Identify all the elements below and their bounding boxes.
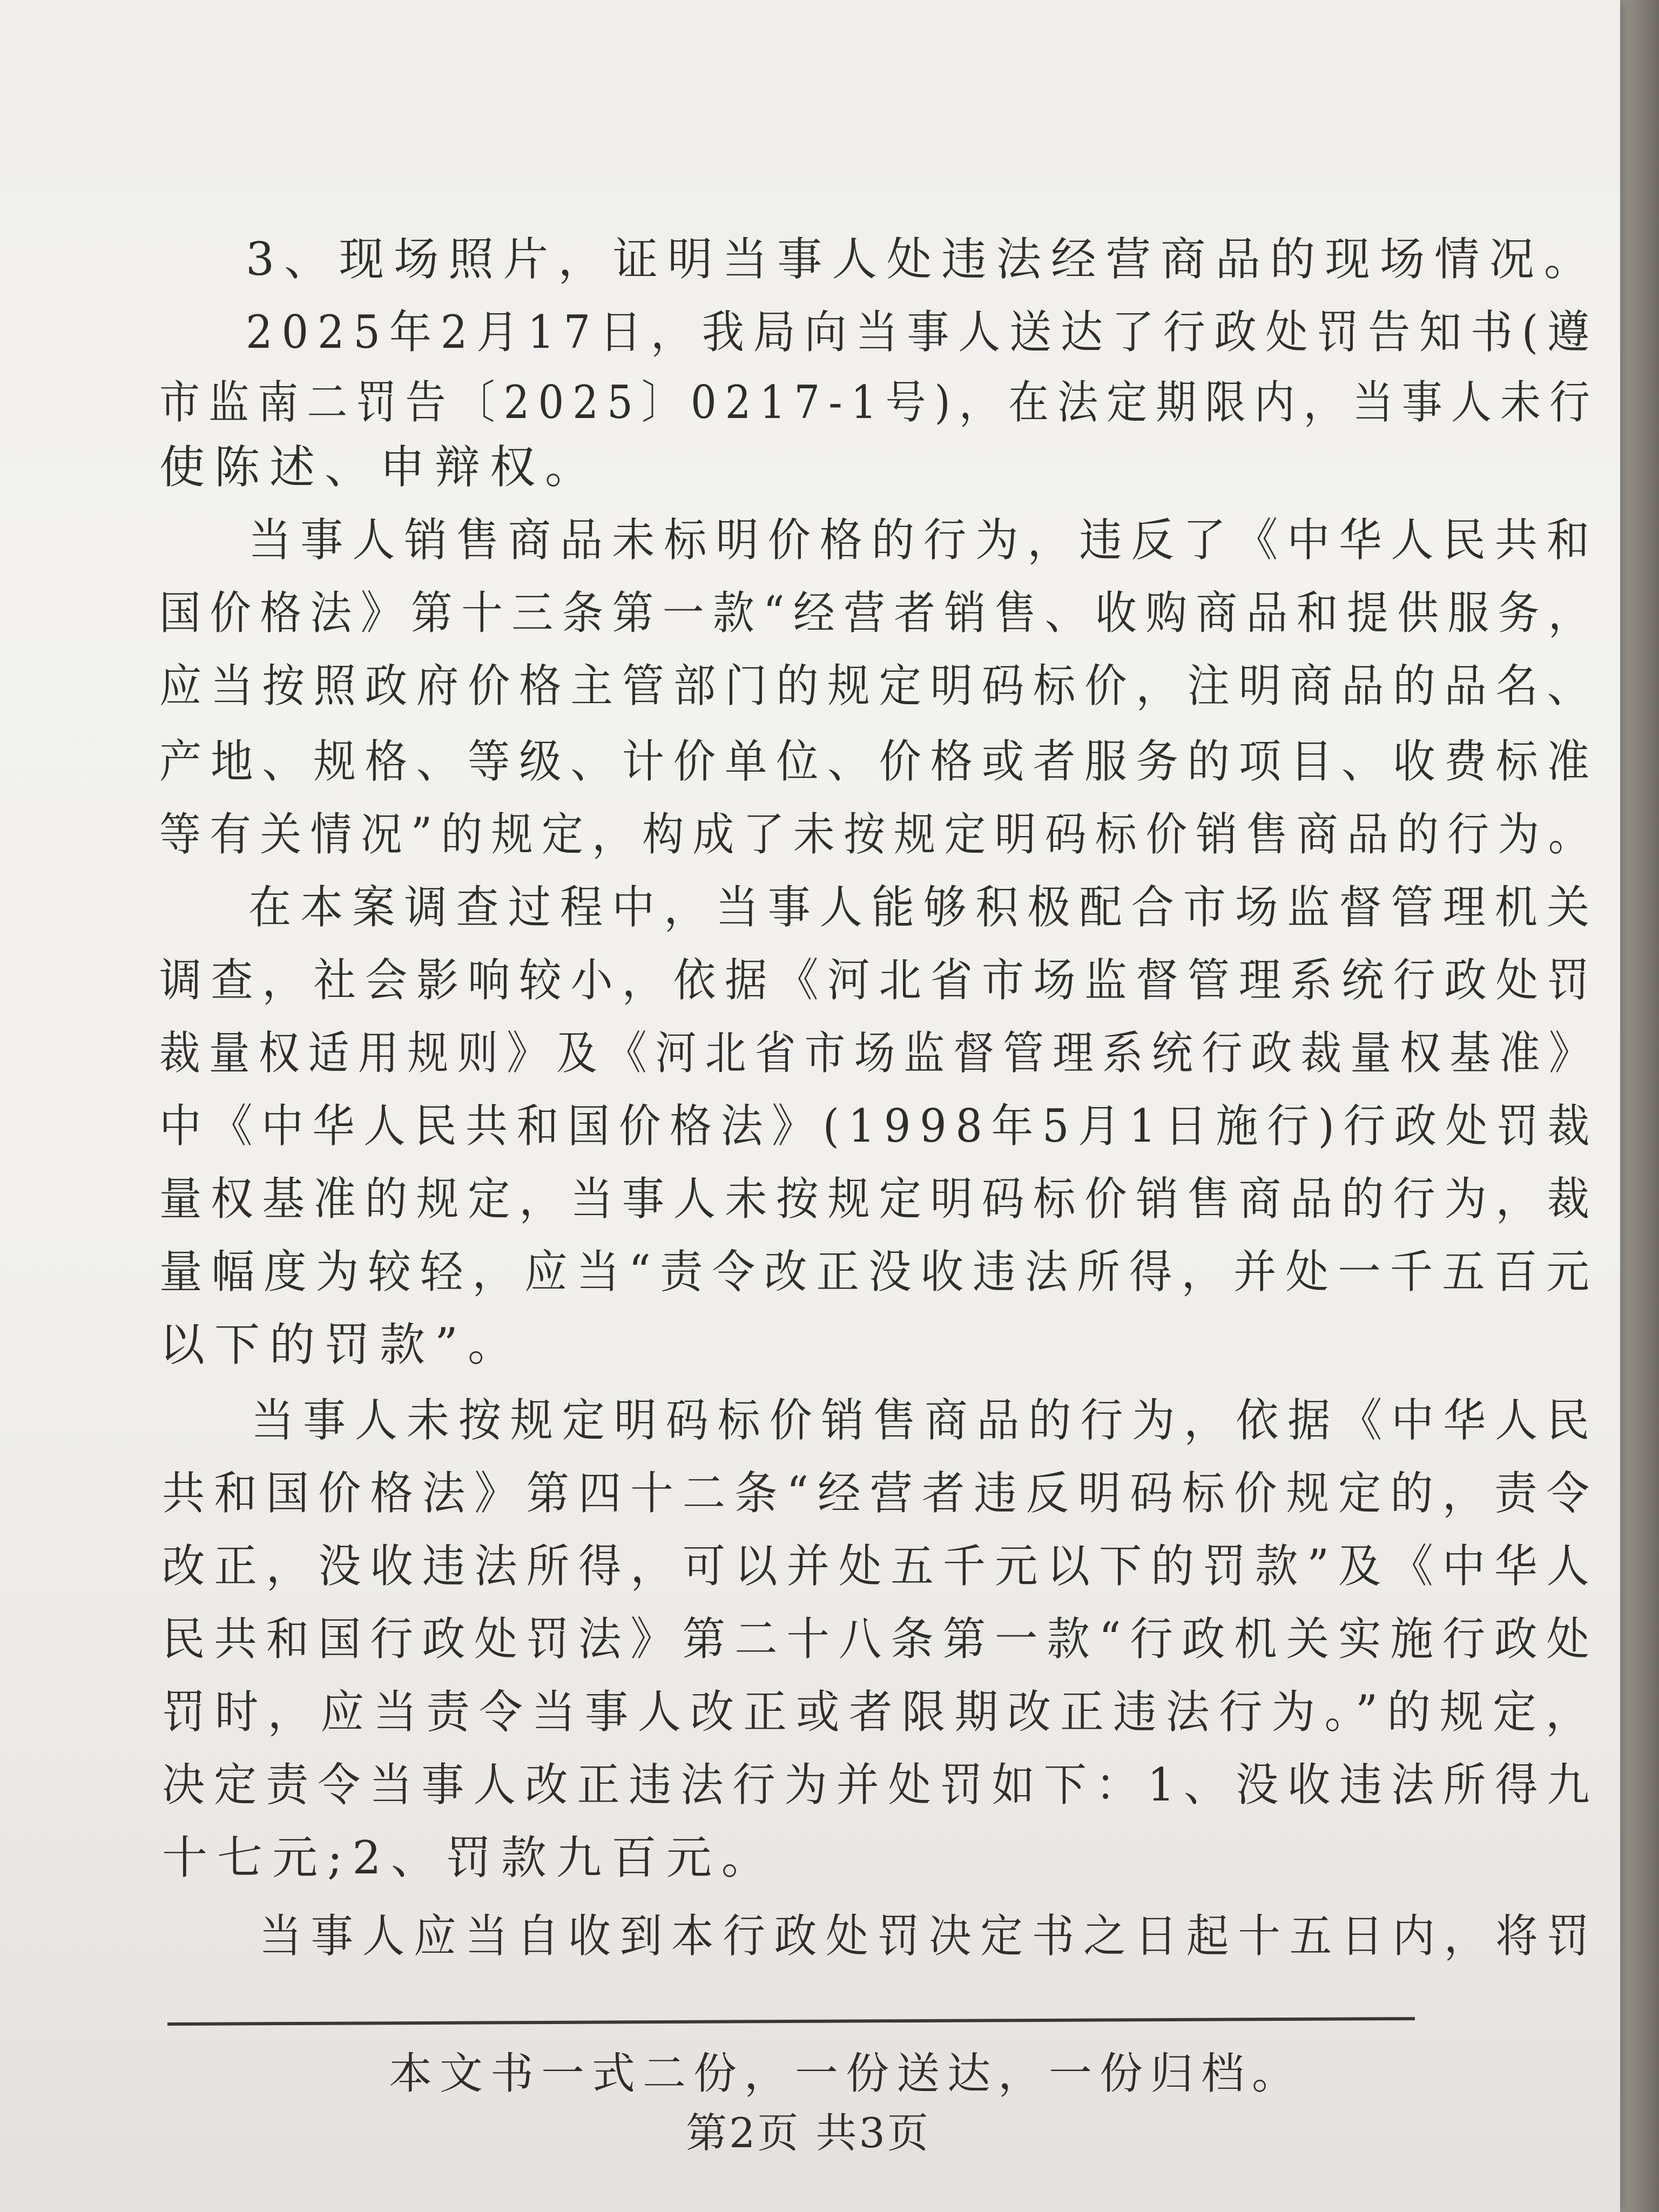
text-line: 民共和国行政处罚法》第二十八条第一款“行政机关实施行政处 — [162, 1613, 1599, 1665]
text-line: 十七元;2、罚款九百元。 — [162, 1831, 777, 1884]
text-line: 当事人销售商品未标明价格的行为，违反了《中华人民共和 — [248, 514, 1599, 567]
text-line: 中《中华人民共和国价格法》(1998年5月1日施行)行政处罚裁 — [159, 1100, 1599, 1152]
text-line: 改正，没收违法所得，可以并处五千元以下的罚款”及《中华人 — [162, 1540, 1599, 1593]
text-line: 裁量权适用规则》及《河北省市场监督管理系统行政裁量权基准》 — [159, 1027, 1599, 1080]
page-number: 第2页 共3页 — [686, 2109, 930, 2157]
text-line: 以下的罚款”。 — [159, 1318, 523, 1371]
text-line: 等有关情况”的规定，构成了未按规定明码标价销售商品的行为。 — [159, 808, 1599, 861]
text-line: 3、现场照片，证明当事人处违法经营商品的现场情况。 — [246, 233, 1599, 286]
table-background — [1620, 0, 1659, 2212]
text-line: 产地、规格、等级、计价单位、价格或者服务的项目、收费标准 — [159, 735, 1599, 788]
text-line: 市监南二罚告〔2025〕0217-1号)，在法定期限内，当事人未行 — [159, 376, 1599, 429]
text-line: 罚时，应当责令当事人改正或者限期改正违法行为。”的规定， — [162, 1685, 1599, 1738]
footer-divider — [167, 2017, 1415, 2026]
text-line: 使陈述、申辩权。 — [159, 441, 601, 494]
text-line: 量幅度为较轻，应当“责令改正没收违法所得，并处一千五百元 — [159, 1245, 1599, 1298]
text-line: 当事人应当自收到本行政处罚决定书之日起十五日内，将罚 — [259, 1910, 1599, 1963]
text-line: 应当按照政府价格主管部门的规定明码标价，注明商品的品名、 — [159, 659, 1599, 712]
text-line: 决定责令当事人改正违法行为并处罚如下：1、没收违法所得九 — [162, 1758, 1599, 1811]
text-line: 当事人未按规定明码标价销售商品的行为，依据《中华人民 — [251, 1394, 1599, 1447]
text-line: 2025年2月17日，我局向当事人送达了行政处罚告知书(遵 — [246, 306, 1599, 359]
footer-note: 本文书一式二份，一份送达，一份归档。 — [389, 2048, 1303, 2099]
text-line: 国价格法》第十三条第一款“经营者销售、收购商品和提供服务， — [159, 586, 1599, 639]
text-line: 共和国价格法》第四十二条“经营者违反明码标价规定的，责令 — [162, 1467, 1599, 1520]
text-line: 量权基准的规定，当事人未按规定明码标价销售商品的行为，裁 — [159, 1172, 1599, 1225]
text-line: 调查，社会影响较小，依据《河北省市场监督管理系统行政处罚 — [159, 954, 1599, 1007]
text-line: 在本案调查过程中，当事人能够积极配合市场监督管理机关 — [248, 881, 1599, 934]
